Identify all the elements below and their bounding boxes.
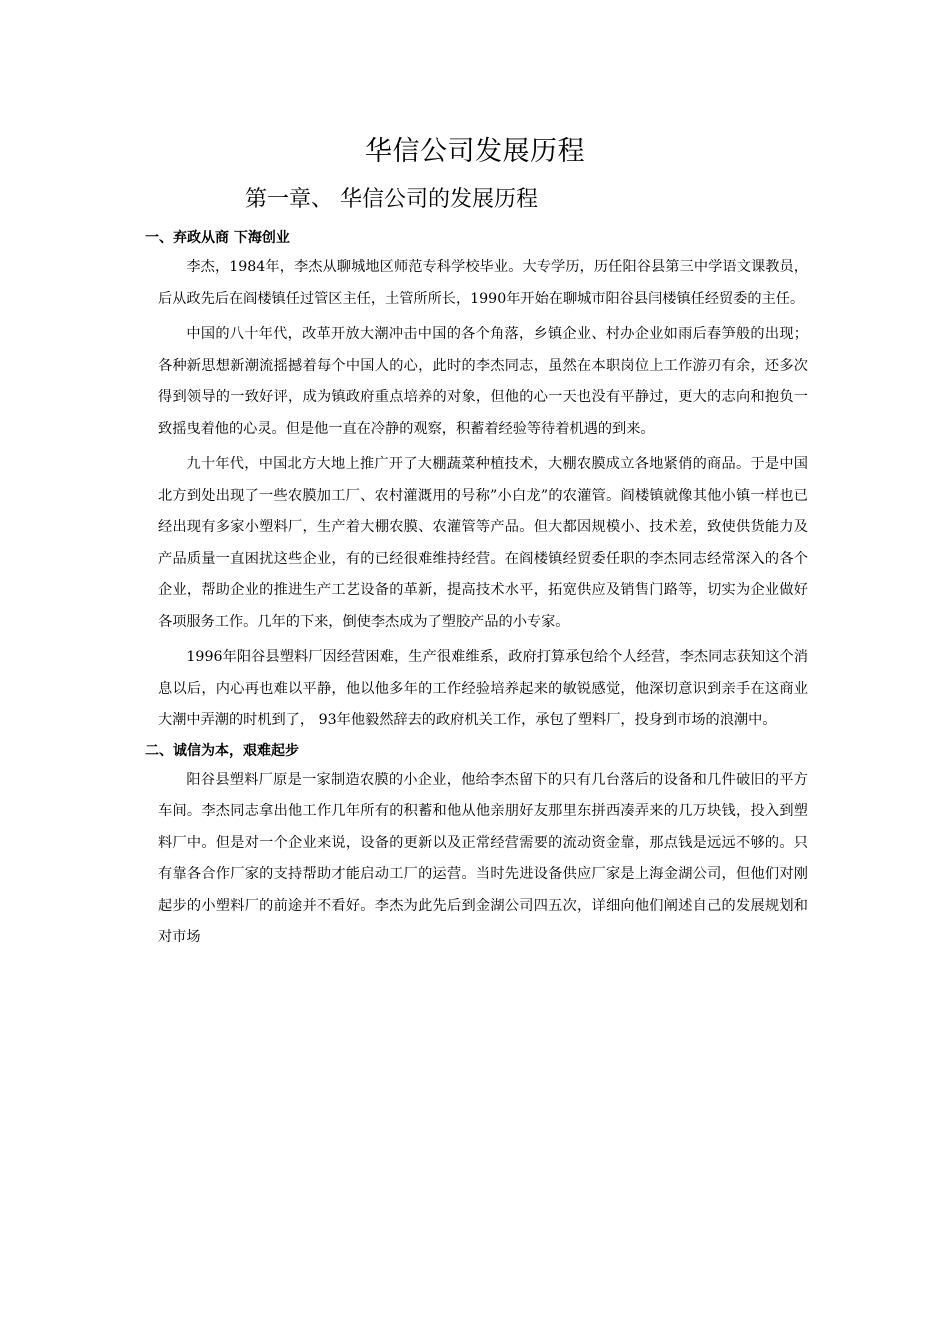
paragraph: 中国的八十年代，改革开放大潮冲击中国的各个角落，乡镇企业、村办企业如雨后春笋般的出现；各种新思想新潮流摇撼着每个中国人的心，此时的李杰同志，虽然在本职岗位上工作游刃有余，还多次得到领导的一致好评，成为镇政府重点培养的对象，但他的心一天也没有平静过，更大的志向和抱负一致摇曳着他的心灵。但是他一直在冷静的观察，积蓄着经验等待着机遇的到来。 [158, 326, 808, 437]
section-1 [145, 228, 808, 737]
section-2 [145, 741, 808, 954]
document-title: 华信公司发展历程 [365, 136, 585, 167]
section-heading: 二、诚信为本，艰难起步 [145, 742, 299, 759]
chapter-title: 第一章、 华信公司的发展历程 [245, 187, 538, 212]
paragraph: 阳谷县塑料厂原是一家制造农膜的小企业，他给李杰留下的只有几台落后的设备和几件破旧的平方车间。李杰同志拿出他工作几年所有的积蓄和他从他亲朋好友那里东拼西凑弄来的几万块钱，投入到塑料厂中。但是对一个企业来说，设备的更新以及正常经营需要的流动资金靠，那点钱是远远不够的。只有靠各合作厂家的支持帮助才能启动工厂的运营。当时先进设备供应厂家是上海金湖公司，但他们对刚起步的小塑料厂的前途并不看好。李杰为此先后到金湖公司四五次，详细向他们阐述自己的发展规划和对市场 [158, 771, 808, 945]
paragraph: 九十年代，中国北方大地上推广开了大棚蔬菜种植技术，大棚农膜成立各地紧俏的商品。于是中国北方到处出现了一些农膜加工厂、农村灌溉用的号称”小白龙”的农灌管。阎楼镇就像其他小镇一样也已经出现有多家小塑料厂，生产着大棚农膜、农灌管等产品。但大都因规模小、技术差，致使供货能力及产品质量一直困扰这些企业，有的已经很难维持经营。在阎楼镇经贸委任职的李杰同志经常深入的各个企业，帮助企业的推进生产工艺设备的革新，提高技术水平，拓宽供应及销售门路等，切实为企业做好各项服务工作。几年的下来，倒使李杰成为了塑胶产品的小专家。 [158, 456, 808, 630]
paragraph: 李杰，1984年，李杰从聊城地区师范专科学校毕业。大专学历，历任阳谷县第三中学语文课教员，后从政先后在阎楼镇任过管区主任，土管所所长，1990年开始在聊城市阳谷县闫楼镇任经贸委的主任。 [158, 259, 808, 307]
section-heading: 一、弃政从商 下海创业 [145, 230, 290, 246]
paragraph: 1996年阳谷县塑料厂因经营困难，生产很难维系，政府打算承包给个人经营，李杰同志获知这个消息以后，内心再也难以平静，他以他多年的工作经验培养起来的敏锐感觉，他深切意识到亲手在这商业大潮中弄潮的时机到了， 93年他毅然辞去的政府机关工作，承包了塑料厂，投身到市场的浪潮中。 [158, 649, 808, 728]
document-body [145, 228, 808, 958]
